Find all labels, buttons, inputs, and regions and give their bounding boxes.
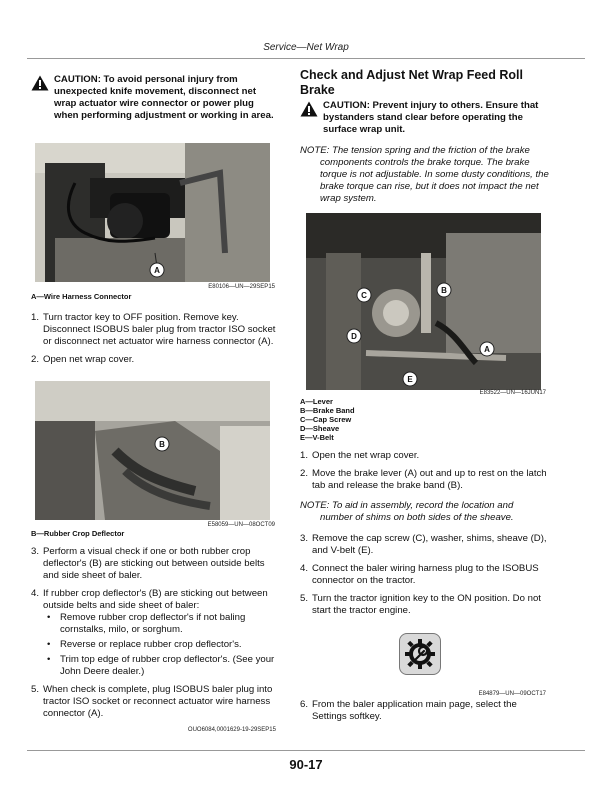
figure-id-2: E58059—UN—08OCT09 <box>207 522 275 528</box>
callout-a: A <box>154 266 160 275</box>
settings-softkey-icon <box>399 633 441 675</box>
steps-list-b <box>31 546 276 618</box>
legend-v-belt: E—V-Belt <box>300 433 334 442</box>
caution-bystanders <box>300 100 550 136</box>
note-brake-torque <box>300 145 550 205</box>
legend-sheave: D—Sheave <box>300 424 340 433</box>
figure-legend-2: B—Rubber Crop Deflector <box>31 529 125 538</box>
figure-harness-photo <box>35 143 270 282</box>
step-1: 1. Turn tractor key to OFF position. Remove key. Disconnect ISOBUS baler plug from tractor ISO socket or disconnect net actuator wire harness connector (A). <box>31 312 276 347</box>
note-body: components controls the brake torque. The brake torque is not adjustable. In some dusty conditions, the brake torque can rise, but it does not impact the net wrap system. <box>320 157 549 204</box>
section-title: Check and Adjust Net Wrap Feed Roll Brake <box>300 68 523 97</box>
figure-deflector-photo <box>35 381 270 520</box>
bullet-item: • Trim top edge of rubber crop deflector's. (See your John Deere dealer.) <box>47 654 275 677</box>
step-1: 1. Open the net wrap cover. <box>300 450 420 461</box>
steps-list-a <box>31 312 276 372</box>
note-first-line: NOTE: To aid in assembly, record the location and <box>300 500 514 511</box>
callout-d: D <box>351 332 357 341</box>
note-shims <box>300 500 550 524</box>
step-3: 3. Remove the cap screw (C), washer, shims, sheave (D), and V-belt (E). <box>300 533 547 556</box>
bullet-list <box>43 612 278 681</box>
figure-legend-3 <box>300 397 540 442</box>
header-rule <box>27 58 585 59</box>
figure-id-4: E84879—UN—09OCT17 <box>478 691 546 697</box>
steps-list-right-c <box>300 699 550 729</box>
step-2: 2. Move the brake lever (A) out and up to rest on the latch tab and release the brake band (B). <box>300 468 547 491</box>
figure-legend-1: A—Wire Harness Connector <box>31 292 132 301</box>
bullet-item: • Remove rubber crop deflector's if not baling cornstalks, milo, or sorghum. <box>47 612 246 635</box>
note-first-line: NOTE: The tension spring and the friction of the brake <box>300 145 530 156</box>
legend-brake-band: B—Brake Band <box>300 406 355 415</box>
running-head: Service—Net Wrap <box>263 42 349 53</box>
bullet-item: • Reverse or replace rubber crop deflector's. <box>47 639 242 650</box>
legend-cap-screw: C—Cap Screw <box>300 415 352 424</box>
callout-b: B <box>441 286 447 295</box>
step-4: 4. If rubber crop deflector's (B) are sticking out between outside belts and side sheet of baler: <box>31 588 268 611</box>
step-2: 2. Open net wrap cover. <box>31 354 135 365</box>
step-5: 5. When check is complete, plug ISOBUS baler plug into tractor ISO socket or reconnect actuator wire harness connector (A). <box>31 684 273 719</box>
reference-id: OUO6084,0001629-19-29SEP15 <box>187 727 276 733</box>
step-4: 4. Connect the baler wiring harness plug to the ISOBUS connector on the tractor. <box>300 563 539 586</box>
figure-brake-photo <box>306 213 541 390</box>
steps-list-right-a <box>300 450 550 498</box>
note-body: number of shims on both sides of the sheave. <box>320 512 514 523</box>
figure-id-1: E80106—UN—29SEP15 <box>208 284 275 290</box>
legend-lever: A—Lever <box>300 397 333 406</box>
footer-rule <box>27 750 585 751</box>
step-3: 3. Perform a visual check if one or both rubber crop deflector's (B) are sticking out between outside belts and side sheet of baler. <box>31 546 265 581</box>
step-5: 5. Turn the tractor ignition key to the ON position. Do not start the tractor engine. <box>300 593 541 616</box>
warning-triangle-icon <box>31 75 49 91</box>
warning-triangle-icon <box>300 101 318 117</box>
figure-id-3: E83522—UN—16JUN17 <box>479 390 546 396</box>
caution-knife <box>31 74 276 122</box>
caution-text: CAUTION: Prevent injury to others. Ensure that bystanders stand clear before operating the surface wrap unit. <box>323 100 539 135</box>
steps-list-c <box>31 684 276 726</box>
step-6: 6. From the baler application main page, select the Settings softkey. <box>300 699 517 722</box>
caution-text: CAUTION: To avoid personal injury from unexpected knife movement, disconnect net wrap actuator wire connector or power plug when performing adjustment or working in area. <box>54 74 274 121</box>
callout-c: C <box>361 291 367 300</box>
page-number: 90-17 <box>289 757 323 772</box>
steps-list-right-b <box>300 533 550 623</box>
callout-b: B <box>159 440 165 449</box>
callout-e: E <box>407 375 413 384</box>
callout-a: A <box>484 345 490 354</box>
